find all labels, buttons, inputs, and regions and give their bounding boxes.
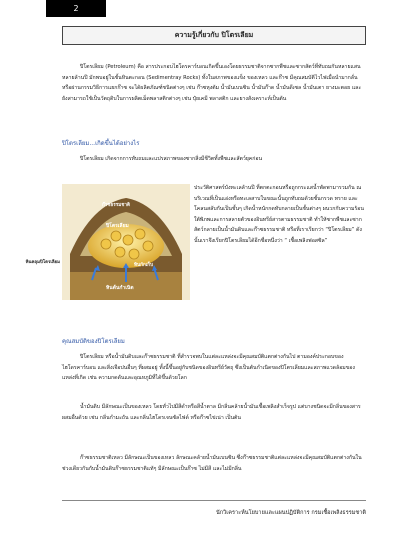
- page-number: 2: [46, 0, 106, 17]
- origin-paragraph: ปิโตรเลียม เกิดจากการทับถมและแปรสภาพของซากสิ่งมีชีวิตทั้งพืชและสัตว์ยุคก่อน: [80, 156, 263, 162]
- label-rock: หินกักเก็บ: [134, 263, 153, 268]
- heading-origin: ปิโตรเลียม...เกิดขึ้นได้อย่างไร: [62, 140, 140, 147]
- label-oil: ปิโตรเลียม: [106, 223, 129, 229]
- label-source: หินต้นกำเนิด: [106, 285, 134, 291]
- label-cap-rock: หินคลุมปิโตรเลียม: [25, 260, 60, 265]
- page-title: ความรู้เกี่ยวกับ ปิโตรเลียม: [62, 26, 366, 45]
- properties-paragraph-3: ก๊าซธรรมชาติเหลว มีลักษณะเป็นของเหลว ลักษณะคล้ายน้ำมันเบนซิน ซึ่งก๊าซธรรมชาติแต่ละแหล่งจะมีคุณสมบัติแตกต่างกันในช่วงเดียวกันกับน้ำมันดิบก๊าซธรรมชาติแท้ๆ มีลักษณะเป็นก๊าซ ไม่มีสี และไม่มีกลิ่น: [62, 455, 362, 472]
- heading-properties: คุณสมบัติของปิโตรเลียม: [62, 338, 125, 345]
- intro-paragraph: ปิโตรเลียม (Petroleum) คือ สารประกอบไฮโดรคาร์บอนเกิดขึ้นเองโดยธรรมชาติจากซากพืชและซากสัตว์ที่ทับถมกันหลายแสนหลายล้านปี มักพบอยู่ในชั้นหินตะกอน (Sedimentray Rocks) ทั้งในสภาพของแข็ง ของเหลว และก๊าซ มีคุณสมบัติไวไฟเมื่อนำมากลั่น หรือผ่านกรรมวิธีการแยกก๊าซ จะได้ผลิตภัณฑ์ชนิดต่างๆ เช่น ก๊าซหุงต้ม น้ำมันเบนซิน น้ำมันก๊าด น้ำมันดีเซล น้ำมันเตา ยางมะตอย และยังสามารถใช้เป็นวัตถุดิบในการผลิตเม็ดพลาสติกต่างๆ เช่น ปุ๋ยเคมี พลาสติก และยางสังเคราะห์เป็นต้น: [62, 64, 362, 102]
- label-gas: ก๊าซธรรมชาติ: [102, 203, 130, 208]
- petroleum-formation-figure: [25, 184, 190, 300]
- properties-paragraph-1: ปิโตรเลียม หรือน้ำมันดิบและก๊าซธรรมชาติ ที่สำรวจพบในแต่ละแหล่งจะมีคุณสมบัติแตกต่างกันไป ตามองค์ประกอบของไฮโดรคาร์บอน และสิ่งเจือปนอื่นๆ ที่ผสมอยู่ ทั้งนี้ขึ้นอยู่กับชนิดของอินทรีย์วัตถุ ซึ่งเป็นต้นกำเนิดของปิโตรเลียมและสภาพแวดล้อมของแหล่งที่เกิด เช่น ความกดดันและอุณหภูมิที่ได้ขึ้นด้วยโลก: [62, 354, 355, 382]
- origin-side-text: ประวัติศาสตร์บังทะเลล้านปี ที่ตกตะกอนหรือถูกกระแสน้ำพัดพามารวมกัน ณ บริเวณที่เป็นแอ่งหรือทะเลสาบในขณะนั้นถูกทับถมด้วยชั้นกรวด ทราย และโคลนสลับกันเป็นชั้นๆ เกิดน้ำหนักกดทับกลายเป็นชั้นต่างๆ ผนวกกับความร้อนใต้พิภพและการสลายตัวของอินทรีย์สารตามธรรมชาติ ทำให้ซากพืชและซากสัตว์กลายเป็นน้ำมันดิบและก๊าซธรรมชาติ หรือที่เราเรียกว่า “ปิโตรเลียม” ดังนั้นเราจึงเรียกปิโตรเลียมได้อีกชื่อหนึ่งว่า “ เชื้อเพลิงฟอสซิล”: [194, 185, 364, 244]
- footer-divider: [62, 500, 366, 501]
- properties-paragraph-2: น้ำมันดิบ มีลักษณะเป็นของเหลว โดยทั่วไปมีสีดำหรือสีน้ำตาล มีกลิ่นคล้ายน้ำมันเชื้อเพลิงสำเร็จรูป แต่บางชนิดจะมีกลิ่นของสารผสมอื่นด้วย เช่น กลิ่นกำมะถัน และกลิ่นไฮโดรเจนซัลไฟด์ หรือก๊าซไข่เน่า เป็นต้น: [62, 404, 361, 421]
- page-footer: นักวิเคราะห์นโยบายและแผนปฏิบัติการ กรมเชื้อเพลิงธรรมชาติ: [215, 510, 366, 516]
